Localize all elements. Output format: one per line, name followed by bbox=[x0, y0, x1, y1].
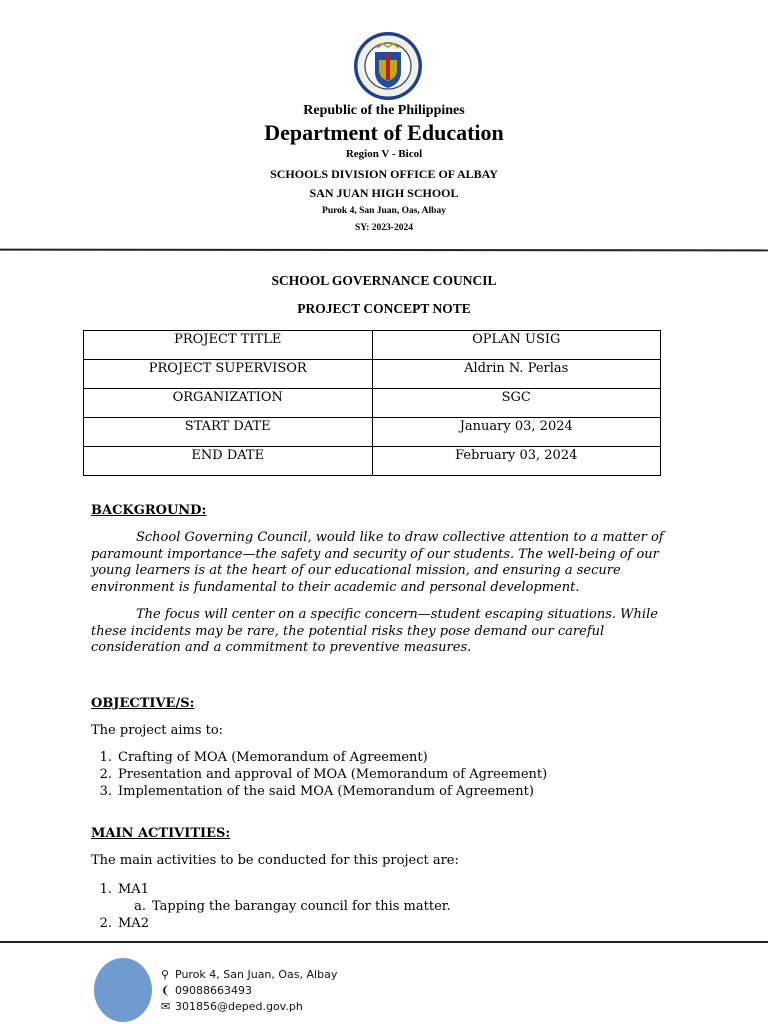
deped-seal bbox=[353, 30, 423, 102]
background-paragraph-2-text: The focus will center on a specific concern—student escaping situations. While these incidents may be rare, the potential risks they pose demand our careful consideration and a commitment to preventive measures. bbox=[91, 607, 658, 655]
background-paragraph-2 bbox=[91, 607, 681, 657]
list-text: Presentation and approval of MOA (Memorandum of Agreement) bbox=[118, 767, 548, 782]
footer-email-text: 301856@deped.gov.ph bbox=[175, 1000, 303, 1013]
table-row bbox=[84, 331, 661, 360]
background-paragraph-1-text: School Governing Council, would like to draw collective attention to a matter of paramount importance—the safety and security of our students. The well-being of our young learners is at the heart of our educational mission, and ensuring a secure environment is fundamental to their academic and personal development. bbox=[91, 530, 664, 595]
division-line: SCHOOLS DIVISION OFFICE OF ALBAY bbox=[270, 167, 498, 181]
list-number: 2. bbox=[99, 767, 112, 782]
footer-email bbox=[161, 1000, 303, 1013]
concept-note-title: PROJECT CONCEPT NOTE bbox=[297, 301, 471, 316]
list-item bbox=[88, 766, 547, 783]
table-row bbox=[84, 389, 661, 418]
region-line: Region V - Bicol bbox=[345, 148, 423, 160]
objectives-intro: The project aims to: bbox=[91, 723, 224, 738]
footer-address bbox=[161, 968, 337, 981]
table-row bbox=[84, 418, 661, 447]
table-value-cell: SGC bbox=[372, 389, 661, 418]
school-name: SAN JUAN HIGH SCHOOL bbox=[309, 186, 459, 200]
school-address: Purok 4, San Juan, Oas, Albay bbox=[322, 206, 446, 216]
list-item bbox=[88, 749, 547, 766]
list-number: 1. bbox=[99, 882, 112, 897]
email-icon: ✉ bbox=[161, 1000, 171, 1013]
footer-phone-text: 09088663493 bbox=[175, 984, 252, 997]
school-year: SY: 2023-2024 bbox=[355, 223, 413, 233]
table-value-cell: OPLAN USIG bbox=[372, 331, 661, 360]
sub-list-text: Tapping the barangay council for this matter. bbox=[152, 899, 451, 914]
phone-icon: ❨ bbox=[161, 984, 171, 997]
list-item bbox=[88, 915, 451, 932]
table-label-cell: START DATE bbox=[84, 418, 373, 447]
table-value-cell: February 03, 2024 bbox=[372, 447, 661, 476]
table-value-cell: Aldrin N. Perlas bbox=[372, 360, 661, 389]
objectives-list bbox=[88, 749, 547, 800]
table-label-cell: PROJECT SUPERVISOR bbox=[84, 360, 373, 389]
list-text: Crafting of MOA (Memorandum of Agreement) bbox=[118, 750, 428, 765]
council-title: SCHOOL GOVERNANCE COUNCIL bbox=[271, 273, 497, 288]
list-number: 2. bbox=[99, 916, 112, 931]
list-text: MA1 bbox=[118, 882, 149, 897]
project-info-table bbox=[83, 330, 661, 476]
list-number: 1. bbox=[99, 750, 112, 765]
table-row bbox=[84, 447, 661, 476]
location-pin-icon: ⚲ bbox=[161, 968, 170, 981]
main-activities-heading: MAIN ACTIVITIES: bbox=[91, 826, 231, 841]
table-label-cell: PROJECT TITLE bbox=[84, 331, 373, 360]
footer-divider bbox=[0, 941, 768, 943]
footer-phone bbox=[161, 984, 252, 997]
table-value-cell: January 03, 2024 bbox=[372, 418, 661, 447]
republic-line: Republic of the Philippines bbox=[303, 103, 465, 118]
sub-list-item bbox=[88, 898, 451, 915]
list-item bbox=[88, 881, 451, 898]
objectives-heading: OBJECTIVE/S: bbox=[91, 696, 195, 711]
footer-address-text: Purok 4, San Juan, Oas, Albay bbox=[175, 968, 338, 981]
table-label-cell: END DATE bbox=[84, 447, 373, 476]
background-heading: BACKGROUND: bbox=[91, 503, 207, 518]
list-text: MA2 bbox=[118, 916, 149, 931]
department-title: Department of Education bbox=[264, 120, 504, 145]
table-row bbox=[84, 360, 661, 389]
sub-list-letter: a. bbox=[134, 899, 146, 914]
list-number: 3. bbox=[99, 784, 112, 799]
header-divider bbox=[0, 249, 768, 252]
footer-logo-circle bbox=[94, 958, 152, 1022]
main-activities-intro: The main activities to be conducted for this project are: bbox=[91, 853, 459, 868]
list-text: Implementation of the said MOA (Memorandum of Agreement) bbox=[118, 784, 534, 799]
table-label-cell: ORGANIZATION bbox=[84, 389, 373, 418]
background-paragraph-1 bbox=[91, 530, 681, 596]
main-activities-list bbox=[88, 881, 451, 932]
list-item bbox=[88, 783, 547, 800]
